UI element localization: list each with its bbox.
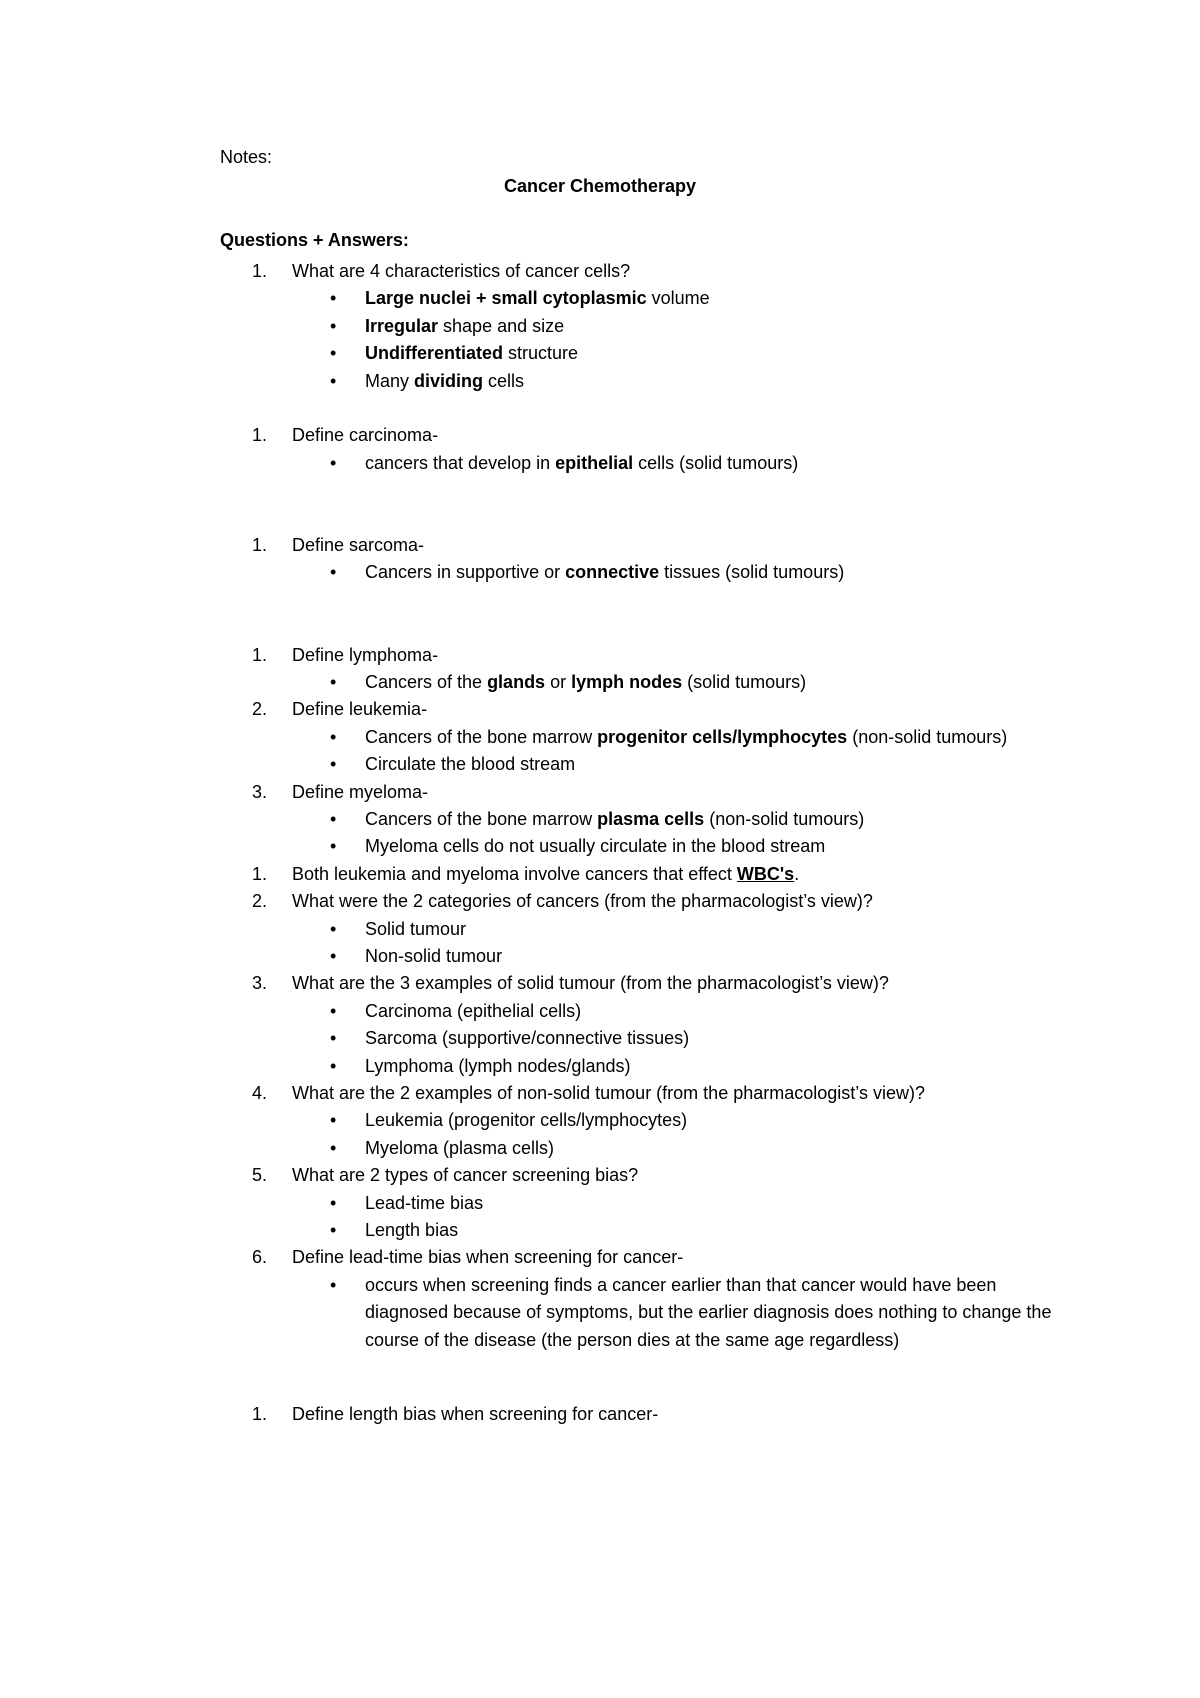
answer-bullet <box>0 724 1200 751</box>
question-number: 1. <box>252 261 268 281</box>
bullet-icon: • <box>330 1137 337 1158</box>
question-number: 1. <box>252 863 268 884</box>
answer-text-run: Non-solid tumour <box>365 945 503 966</box>
answer-text-run: shape and size <box>438 315 565 336</box>
question-number: 2. <box>252 699 268 720</box>
answer-text-run: Large nuclei + small cytoplasmic <box>365 288 647 309</box>
answer-text-run: Cancers of the bone marrow <box>365 726 598 747</box>
question-text: Define lead-time bias when screening for cancer- <box>292 1247 684 1268</box>
answer-text-run: cells (solid tumours) <box>633 452 799 473</box>
bullet-icon: • <box>330 726 337 747</box>
answer-bullet <box>0 1190 1200 1217</box>
qa-list <box>0 258 1200 1428</box>
question-item <box>0 779 1200 806</box>
question-item <box>0 861 1200 888</box>
bullet-icon: • <box>330 562 337 583</box>
answer-text-run: Leukemia (progenitor cells/lymphocytes) <box>365 1110 688 1131</box>
question-item <box>0 1080 1200 1107</box>
question-item <box>0 1401 1200 1428</box>
answer-text-run: tissues (solid tumours) <box>659 562 845 583</box>
question-text: Define leukemia- <box>292 699 428 720</box>
answer-bullet <box>0 559 1200 586</box>
question-number: 4. <box>252 1083 268 1103</box>
answer-bullet <box>0 1217 1200 1244</box>
question-number: 1. <box>252 1403 268 1424</box>
answer-bullet <box>0 340 1200 367</box>
paragraph-spacer <box>0 395 1200 422</box>
answer-text-run: plasma cells <box>597 808 705 829</box>
question-text-run: Both leukemia and myeloma involve cancers that effect <box>292 863 737 884</box>
bullet-icon: • <box>330 945 337 966</box>
answer-text-run: Sarcoma (supportive/connective tissues) <box>365 1028 690 1049</box>
answer-bullet <box>0 806 1200 833</box>
answer-bullet <box>0 1025 1200 1052</box>
answer-bullet <box>0 313 1200 340</box>
document-title: Cancer Chemotherapy <box>503 176 697 196</box>
answer-text-run: Irregular <box>365 315 439 336</box>
bullet-icon: • <box>330 452 337 473</box>
answer-text-run: (solid tumours) <box>682 671 807 692</box>
answer-bullet <box>0 450 1200 477</box>
question-text: Define length bias when screening for cancer- <box>292 1403 659 1424</box>
question-text: What were the 2 categories of cancers (from the pharmacologist’s view)? <box>292 891 873 912</box>
answer-bullet <box>0 833 1200 860</box>
question-item <box>0 696 1200 723</box>
bullet-icon: • <box>330 918 337 939</box>
question-text: Define sarcoma- <box>292 535 425 555</box>
answer-text-run: Carcinoma (epithelial cells) <box>365 1000 582 1021</box>
bullet-icon: • <box>330 1055 337 1076</box>
answer-bullet <box>0 1272 1200 1354</box>
question-number: 5. <box>252 1165 268 1186</box>
question-text: What are the 2 examples of non-solid tumour (from the pharmacologist’s view)? <box>292 1083 925 1103</box>
answer-bullet <box>0 368 1200 395</box>
answer-text-run: Myeloma cells do not usually circulate in the blood stream <box>365 836 826 857</box>
answer-bullet <box>0 1053 1200 1080</box>
bullet-icon: • <box>330 370 337 391</box>
question-number: 1. <box>252 535 268 555</box>
question-number: 1. <box>252 644 268 665</box>
question-item <box>0 1162 1200 1189</box>
answer-bullet <box>0 998 1200 1025</box>
answer-text-run: epithelial <box>555 452 634 473</box>
answer-text-run: Circulate the blood stream <box>365 754 576 775</box>
question-text: Define myeloma- <box>292 781 429 802</box>
answer-text-run: progenitor cells/lymphocytes <box>597 726 848 747</box>
question-item <box>0 1244 1200 1271</box>
answer-bullet <box>0 943 1200 970</box>
paragraph-spacer <box>0 477 1200 532</box>
question-item <box>0 422 1200 449</box>
answer-text-run: volume <box>646 288 710 309</box>
question-text: Define lymphoma- <box>292 644 439 665</box>
question-text-run: . <box>794 863 800 884</box>
question-number: 1. <box>252 425 268 446</box>
bullet-icon: • <box>330 1000 337 1021</box>
answer-text-run: occurs when screening finds a cancer earlier than that cancer would have been diagnosed because of symptoms, but the earlier diagnosis does nothing to change the course of the disease (the person dies at the same age regardless) <box>365 1274 1052 1350</box>
answer-text-run: dividing <box>414 370 484 391</box>
question-item <box>0 970 1200 997</box>
answer-text-run: (non-solid tumours) <box>847 726 1008 747</box>
question-text: What are 4 characteristics of cancer cells? <box>292 261 631 281</box>
answer-bullet <box>0 285 1200 312</box>
answer-text-run: glands <box>487 671 546 692</box>
bullet-icon: • <box>330 1110 337 1131</box>
answer-text-run: connective <box>565 562 660 583</box>
question-number: 6. <box>252 1247 268 1268</box>
bullet-icon: • <box>330 671 337 692</box>
question-item <box>0 532 1200 559</box>
paragraph-spacer <box>0 587 1200 642</box>
bullet-icon: • <box>330 1220 337 1240</box>
answer-text-run: cancers that develop in <box>365 452 556 473</box>
bullet-icon: • <box>330 343 337 364</box>
question-text: Define carcinoma- <box>292 425 439 446</box>
question-number: 3. <box>252 973 268 994</box>
answer-text-run: cells <box>483 370 525 391</box>
question-number: 3. <box>252 781 268 802</box>
question-item <box>0 642 1200 669</box>
qa-heading: Questions + Answers: <box>220 230 409 250</box>
question-number: 2. <box>252 891 268 912</box>
question-text: What are 2 types of cancer screening bias? <box>292 1165 639 1186</box>
question-item <box>0 258 1200 285</box>
question-text-run: WBC's <box>736 863 795 884</box>
bullet-icon: • <box>330 1274 337 1295</box>
bullet-icon: • <box>330 754 337 775</box>
answer-text-run: Myeloma (plasma cells) <box>365 1137 555 1158</box>
bullet-icon: • <box>330 1028 337 1049</box>
bullet-icon: • <box>330 808 337 829</box>
answer-text-run: Cancers of the <box>365 671 488 692</box>
notes-label: Notes: <box>220 147 273 167</box>
bullet-icon: • <box>330 315 337 336</box>
answer-text-run: Solid tumour <box>365 918 467 939</box>
bullet-icon: • <box>330 1192 337 1213</box>
answer-bullet <box>0 1107 1200 1134</box>
answer-bullet <box>0 751 1200 778</box>
bullet-icon: • <box>330 288 337 309</box>
answer-text-run: structure <box>503 343 579 364</box>
answer-text-run: Undifferentiated <box>365 343 504 364</box>
answer-bullet <box>0 669 1200 696</box>
answer-bullet <box>0 916 1200 943</box>
answer-text-run: (non-solid tumours) <box>704 808 865 829</box>
question-text <box>292 861 799 888</box>
answer-text-run: lymph nodes <box>571 671 683 692</box>
paragraph-spacer <box>0 1354 1200 1401</box>
answer-text-run: Length bias <box>365 1220 459 1240</box>
answer-text-run: Lymphoma (lymph nodes/glands) <box>365 1055 631 1076</box>
answer-text-run: or <box>545 671 572 692</box>
answer-text-run: Cancers in supportive or <box>365 562 566 583</box>
bullet-icon: • <box>330 836 337 857</box>
question-item <box>0 888 1200 915</box>
answer-bullet <box>0 1135 1200 1162</box>
answer-text-run: Cancers of the bone marrow <box>365 808 598 829</box>
answer-text-run: Lead-time bias <box>365 1192 484 1213</box>
answer-text-run: Many <box>365 370 415 391</box>
question-text: What are the 3 examples of solid tumour (from the pharmacologist’s view)? <box>292 973 889 994</box>
